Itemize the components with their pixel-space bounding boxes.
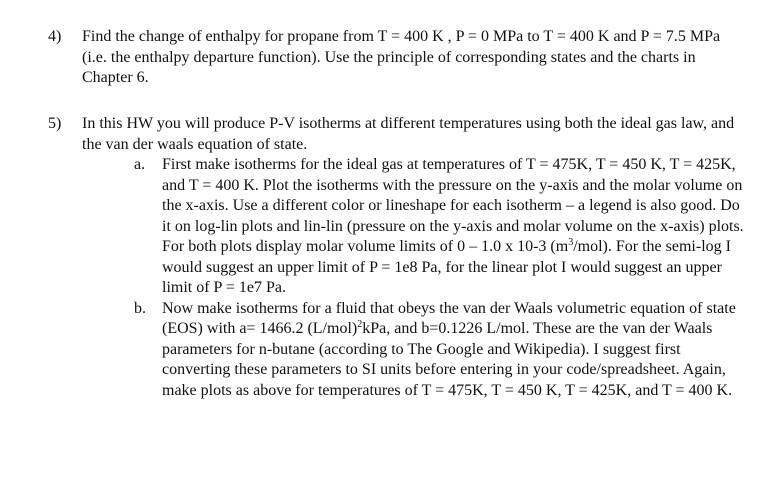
part-a-text-2: /mol). For the semi-log I would suggest an upper limit of P = 1e8 Pa, for the linear plot I would suggest an upper limit of P = 1e7 Pa. bbox=[162, 238, 731, 296]
problem-4-text: Find the change of enthalpy for propane from T = 400 K , P = 0 MPa to T = 400 K and P = 7.5 MPa (i.e. the enthalpy departure function). Use the principle of corresponding states and the charts in Chapter 6. bbox=[82, 28, 721, 86]
problem-5-part-a bbox=[134, 155, 744, 299]
part-b-text-1: Now make isotherms for a fluid that obeys the van der Waals volumetric equation of state (EOS) with a= 1466.2 (L/mol) bbox=[162, 299, 736, 337]
part-a-text-1: First make isotherms for the ideal gas at temperatures of T = 475K, T = 450 K, T = 425K, and T = 400 K. Plot the isotherms with the pressure on the y-axis and the molar volume on the x-axis. Use a different color or lineshape for each isotherm – a legend is also good. Do it on log-lin plots and lin-lin (pressure on the y-axis and molar volume on the x-axis) plots. For both plots display molar volume limits of 0 – 1.0 x 10-3 (m bbox=[162, 156, 744, 255]
part-b-letter: b. bbox=[134, 299, 146, 317]
problem-5-text: In this HW you will produce P-V isotherms at different temperatures using both the ideal gas law, and the van der waals equation of state. bbox=[82, 115, 735, 153]
part-b-superscript: 2 bbox=[357, 319, 363, 330]
part-b-text-2: kPa, and b=0.1226 L/mol. These are the van der Waals parameters for n-butane (according to The Google and Wikipedia). I suggest first converting these parameters to SI units before entering in your code/spreadsheet. Again, make plots as above for temperatures of T = 475K, T = 450 K, T = 425K, and T = 400 K. bbox=[162, 320, 733, 399]
problem-5 bbox=[48, 114, 748, 401]
part-a-superscript: 3 bbox=[568, 237, 574, 248]
problem-5-part-b bbox=[134, 299, 744, 402]
problem-4 bbox=[48, 27, 748, 89]
problem-5-number: 5) bbox=[48, 115, 62, 132]
problem-4-number: 4) bbox=[48, 28, 62, 45]
part-a-text bbox=[162, 155, 744, 299]
part-b-text bbox=[162, 299, 744, 402]
part-a-letter: a. bbox=[134, 156, 146, 173]
